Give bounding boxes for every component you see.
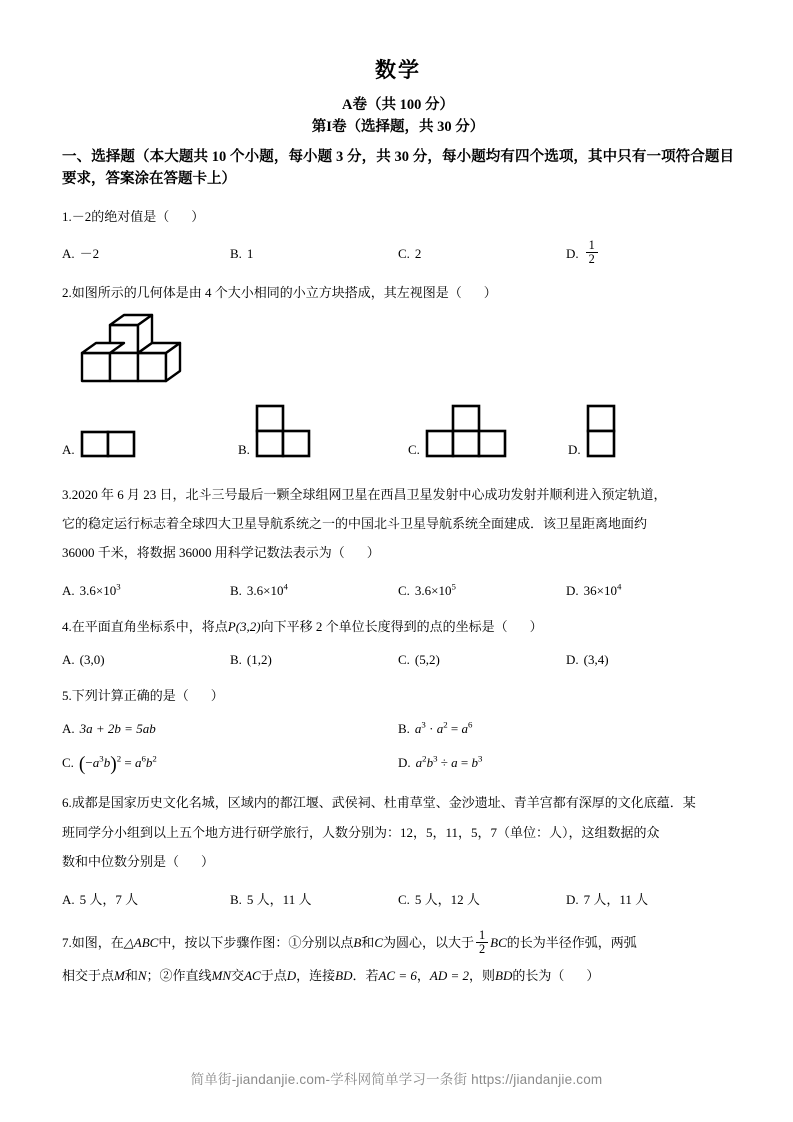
question-3-stem <box>62 480 734 568</box>
question-6-stem-line-2: 班同学分小组到以上五个地方进行研学旅行，人数分别为：12，5，11，5，7（单位：人），这组数据的众 <box>62 824 660 840</box>
option-b-shape-L <box>255 404 311 464</box>
question-1-options <box>62 240 734 267</box>
question-2-stem <box>62 283 734 303</box>
q6-close-paren: ） <box>201 853 215 869</box>
q7-triangle-abc: △ABC <box>123 934 159 950</box>
q7-l2-a: 相交于点 <box>62 968 115 984</box>
option-b-value: 5 人，11 人 <box>246 892 312 908</box>
q6-number: 6. <box>62 795 72 811</box>
option-d[interactable] <box>398 753 734 773</box>
option-a-expression: 3a + 2b = 5ab <box>79 721 156 737</box>
q7-l2-i: ，则 <box>469 968 496 984</box>
option-c[interactable] <box>62 753 398 776</box>
option-c[interactable] <box>398 240 566 267</box>
q7-l2-b: 和 <box>124 968 138 984</box>
option-d-value <box>584 581 622 601</box>
option-b-value: 1 <box>246 245 254 261</box>
option-a-value <box>80 581 121 601</box>
option-d[interactable] <box>566 581 734 601</box>
option-a-label: A. <box>62 245 75 261</box>
question-4-options <box>62 650 734 670</box>
option-b-label: B. <box>230 245 242 261</box>
paper-a-label: A卷（共 100 分） <box>342 97 454 114</box>
q7-l2-g: ．若 <box>352 968 379 984</box>
option-a-shape-two-squares-horizontal <box>80 430 136 464</box>
q7-l2-h: ， <box>416 968 430 984</box>
question-2-options <box>62 404 734 464</box>
question-5 <box>62 686 734 776</box>
option-d-expression: $a^2b^3 \div a = b^3$ <box>415 753 483 770</box>
option-b-mantissa: 3.6×10 <box>246 583 284 599</box>
option-c-shape-T <box>425 404 507 464</box>
fraction-numerator: 1 <box>476 929 488 943</box>
q4-close-paren: ） <box>529 618 543 634</box>
option-b[interactable] <box>398 719 734 739</box>
fraction-one-half <box>476 929 488 956</box>
option-c-label: C. <box>398 583 410 599</box>
question-3 <box>62 480 734 601</box>
q4-text-b: 向下平移 2 个单位长度得到的点的坐标是（ <box>260 618 508 634</box>
question-1-stem <box>62 207 734 227</box>
page-content <box>62 58 734 993</box>
q7-line-mn: MN <box>211 968 232 984</box>
option-c-value: 2 <box>414 245 422 261</box>
question-3-stem-line-2: 它的稳定运行标志着全球四大卫星导航系统之一的中国北斗卫星导航系统全面建成．该卫星距离地面约 <box>62 515 648 531</box>
q7-point-m: M <box>114 968 125 984</box>
option-c-label: C. <box>398 892 410 908</box>
option-c-value <box>415 581 456 601</box>
q5-close-paren: ） <box>210 687 224 703</box>
fraction-numerator: 1 <box>586 239 598 253</box>
q3-text-1: 2020 年 6 月 23 日，北斗三号最后一颗全球组网卫星在西昌卫星发射中心成功发射并顺利进入预定轨道， <box>71 486 667 502</box>
section-heading: 一、选择题（本大题共 10 个小题，每小题 3 分，共 30 分，每小题均有四个选项，其中只有一项符合题目要求，答案涂在答题卡上） <box>62 148 734 188</box>
option-a[interactable] <box>62 890 230 910</box>
option-b-value <box>247 581 288 601</box>
q3-text-3: 36000 千米，将数据 36000 用科学记数法表示为（ <box>62 545 345 561</box>
option-b-label: B. <box>230 583 242 599</box>
question-1 <box>62 207 734 267</box>
question-5-stem <box>62 686 734 706</box>
option-a-label: A. <box>62 892 75 908</box>
q7-given-ad: AD = 2 <box>429 968 469 984</box>
option-d-shape-two-squares-vertical <box>586 404 616 464</box>
option-b-expression: $a^3 \cdot a^2 = a^6$ <box>414 719 473 737</box>
option-b-label: B. <box>230 892 242 908</box>
option-a[interactable] <box>62 719 398 739</box>
q3-close-paren: ） <box>366 545 380 561</box>
option-c-label: C. <box>408 442 420 458</box>
q7-l2-c: ；②作直线 <box>146 968 212 984</box>
option-d[interactable] <box>568 404 688 464</box>
option-c-label: C. <box>62 754 74 770</box>
q7-segment-bc: BC <box>490 934 507 950</box>
q4-number: 4. <box>62 618 72 634</box>
option-c-exponent: 5 <box>451 581 456 592</box>
option-c[interactable] <box>398 890 566 910</box>
question-6 <box>62 788 734 909</box>
option-d-value: (3,4) <box>583 652 609 668</box>
question-7-stem-line-2 <box>62 959 734 993</box>
question-4 <box>62 617 734 670</box>
q7-l2-f: ，连接 <box>296 968 336 984</box>
q4-text-a: 在平面直角坐标系中，将点 <box>71 618 228 634</box>
q1-number: 1. <box>62 208 72 224</box>
q7-l2-e: 于点 <box>260 968 287 984</box>
option-d-exponent: 4 <box>616 581 622 592</box>
q7-text-c: 和 <box>361 934 375 950</box>
question-2 <box>62 283 734 464</box>
q4-point-p: P(3,2) <box>227 618 261 634</box>
option-a-mantissa: 3.6×10 <box>79 583 117 599</box>
option-b-label: B. <box>398 721 410 737</box>
question-5-options-row-1 <box>62 719 734 739</box>
option-b[interactable] <box>230 890 398 910</box>
q7-ask-bd: BD <box>495 968 513 984</box>
question-7-stem-line-1 <box>62 926 734 960</box>
option-d[interactable] <box>566 650 734 670</box>
option-a[interactable] <box>62 240 230 267</box>
option-c-label: C. <box>398 245 410 261</box>
option-a-label: A. <box>62 721 75 737</box>
q7-point-c: C <box>374 934 383 950</box>
option-b[interactable] <box>230 581 398 601</box>
q7-text-d: 为圆心，以大于 <box>382 934 474 950</box>
q7-text-e: 的长为半径作弧，两弧 <box>506 934 637 950</box>
q7-number: 7. <box>62 934 72 950</box>
q7-text-b: 中，按以下步骤作图：①分别以点 <box>158 934 354 950</box>
q7-point-b: B <box>353 934 362 950</box>
q7-l2-j: 的长为（ <box>512 968 565 984</box>
q7-close-paren: ） <box>586 968 600 984</box>
question-5-options-row-2 <box>62 753 734 776</box>
fraction-one-half <box>586 239 598 266</box>
q6-text-3: 数和中位数分别是（ <box>62 853 180 869</box>
option-a-label: A. <box>62 652 75 668</box>
four-cube-solid-figure <box>68 313 734 393</box>
option-a-label: A. <box>62 442 75 458</box>
question-3-stem-line-3 <box>62 538 734 567</box>
q7-given-ac: AC = 6 <box>378 968 417 984</box>
option-a-exponent: 3 <box>116 581 121 592</box>
q2-text: 如图所示的几何体是由 4 个大小相同的小立方块搭成，其左视图是（ <box>71 285 462 301</box>
q7-l2-d: 交 <box>231 968 245 984</box>
option-c-label: C. <box>398 652 410 668</box>
option-a[interactable] <box>62 581 230 601</box>
option-d-label: D. <box>568 442 581 458</box>
option-a-value: (3,0) <box>79 652 105 668</box>
option-d-label: D. <box>566 245 579 261</box>
question-3-stem-line-1 <box>62 480 734 509</box>
q7-text-a: 如图，在 <box>71 934 124 950</box>
option-b-exponent: 4 <box>283 581 288 592</box>
question-4-stem <box>62 617 734 637</box>
q2-number: 2. <box>62 285 72 301</box>
option-d-value <box>584 240 600 267</box>
option-d-label: D. <box>566 652 579 668</box>
option-b[interactable] <box>230 650 398 670</box>
q7-point-d: D <box>286 968 297 984</box>
page-title: 数学 <box>375 58 421 82</box>
question-6-stem-line-3 <box>62 847 734 876</box>
option-d-label: D. <box>566 583 579 599</box>
option-c-value: 5 人，12 人 <box>414 892 480 908</box>
option-c-value: (5,2) <box>414 652 440 668</box>
option-a-label: A. <box>62 583 75 599</box>
q3-number: 3. <box>62 486 72 502</box>
q5-text: 下列计算正确的是（ <box>71 687 189 703</box>
fraction-denominator: 2 <box>479 942 486 957</box>
option-a[interactable] <box>62 650 230 670</box>
q7-segment-bd: BD <box>335 968 353 984</box>
option-c-mantissa: 3.6×10 <box>414 583 452 599</box>
option-b-label: B. <box>230 652 242 668</box>
option-d-label: D. <box>566 892 579 908</box>
question-6-stem <box>62 788 734 876</box>
q7-segment-ac: AC <box>244 968 261 984</box>
option-c-expression: $(-a^3b)^2 = a^6b^2$ <box>78 753 157 776</box>
q7-point-n: N <box>137 968 147 984</box>
fraction-denominator: 2 <box>588 252 595 267</box>
q1-text: －2的绝对值是（ <box>71 208 170 224</box>
option-d-mantissa: 36×10 <box>583 583 617 599</box>
q6-text-1: 成都是国家历史文化名城，区域内的都江堰、武侯祠、杜甫草堂、金沙遗址、青羊宫都有深厚的文化底蕴．某 <box>71 795 696 811</box>
option-c[interactable] <box>398 650 566 670</box>
option-d[interactable] <box>566 240 734 267</box>
option-a-value: －2 <box>79 245 100 261</box>
question-6-options <box>62 890 734 910</box>
q5-number: 5. <box>62 687 72 703</box>
option-a[interactable] <box>62 430 238 464</box>
q1-close-paren: ） <box>191 208 205 224</box>
option-b-label: B. <box>238 442 250 458</box>
option-b[interactable] <box>230 240 398 267</box>
option-d[interactable] <box>566 890 734 910</box>
question-7 <box>62 926 734 994</box>
option-b-value: (1,2) <box>246 652 272 668</box>
footer-watermark: 简单街-jiandanjie.com-学科网简单学习一条街 https://jiandanjie.com <box>190 1072 603 1087</box>
option-b[interactable] <box>238 404 408 464</box>
option-d-value: 7 人，11 人 <box>583 892 649 908</box>
option-c[interactable] <box>398 581 566 601</box>
question-3-options <box>62 581 734 601</box>
option-c[interactable] <box>408 404 568 464</box>
q2-close-paren: ） <box>483 285 497 301</box>
paper-part1-label: 第I卷（选择题，共 30 分） <box>311 118 485 135</box>
question-6-stem-line-1 <box>62 788 734 817</box>
option-a-value: 5 人，7 人 <box>79 892 139 908</box>
option-d-label: D. <box>398 754 411 770</box>
